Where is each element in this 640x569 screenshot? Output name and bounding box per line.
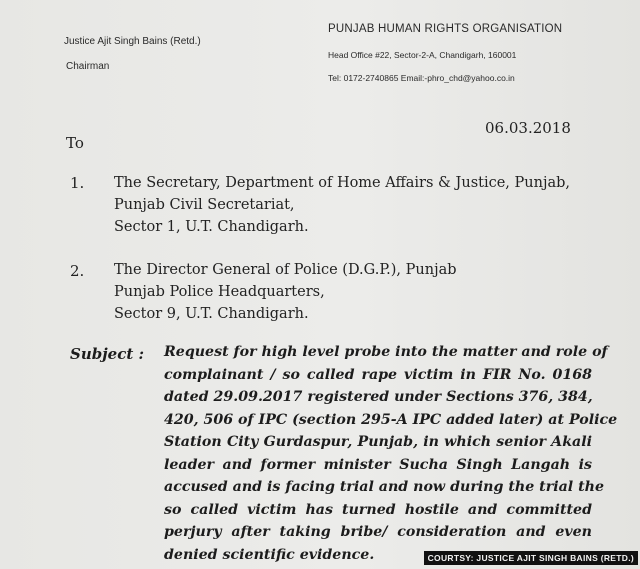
subject-line: 420, 506 of IPC (section 295-A IPC added later) at Police [164, 411, 618, 428]
organisation-name: PUNJAB HUMAN RIGHTS ORGANISATION [328, 23, 563, 35]
letterhead-title: Chairman [66, 61, 110, 72]
subject-label: Subject : [70, 345, 145, 363]
address-line: Sector 1, U.T. Chandigarh. [114, 219, 309, 235]
address-line: Punjab Police Headquarters, [114, 284, 325, 300]
organisation-address: Head Office #22, Sector-2-A, Chandigarh, 160001 [328, 50, 517, 60]
subject-line: complainant / so called rape victim in FIR No. 0168 [164, 366, 592, 383]
subject-line: dated 29.09.2017 registered under Sections 376, 384, [164, 389, 593, 405]
subject-text [164, 341, 618, 566]
recipient-number: 2. [70, 262, 85, 280]
address-line: The Secretary, Department of Home Affairs & Justice, Punjab, [114, 175, 570, 191]
subject-line: Station City Gurdaspur, Punjab, in which senior Akali [164, 434, 592, 450]
address-line: The Director General of Police (D.G.P.), Punjab [114, 262, 457, 278]
letterhead-name: Justice Ajit Singh Bains (Retd.) [64, 36, 201, 47]
recipient-number: 1. [70, 174, 85, 192]
photo-credit-badge: COURTSY: JUSTICE AJIT SINGH BAINS (RETD.) [424, 551, 638, 565]
address-line: Sector 9, U.T. Chandigarh. [114, 306, 309, 322]
recipient-address [114, 259, 457, 325]
subject-line: perjury after taking bribe/ consideration and even [164, 524, 592, 540]
letter-date: 06.03.2018 [485, 119, 571, 137]
subject-line: denied scientific evidence. [164, 546, 375, 563]
subject-line: so called victim has turned hostile and committed [164, 501, 592, 518]
address-line: Punjab Civil Secretariat, [114, 197, 295, 213]
subject-line: Request for high level probe into the matter and role of [164, 344, 608, 360]
organisation-contact: Tel: 0172-2740865 Email:-phro_chd@yahoo.co.in [328, 73, 515, 83]
subject-line: leader and former minister Sucha Singh Langah is [164, 456, 592, 473]
to-label: To [66, 134, 84, 152]
recipient-address [114, 172, 570, 238]
subject-line: accused and is facing trial and now during the trial the [164, 479, 605, 495]
